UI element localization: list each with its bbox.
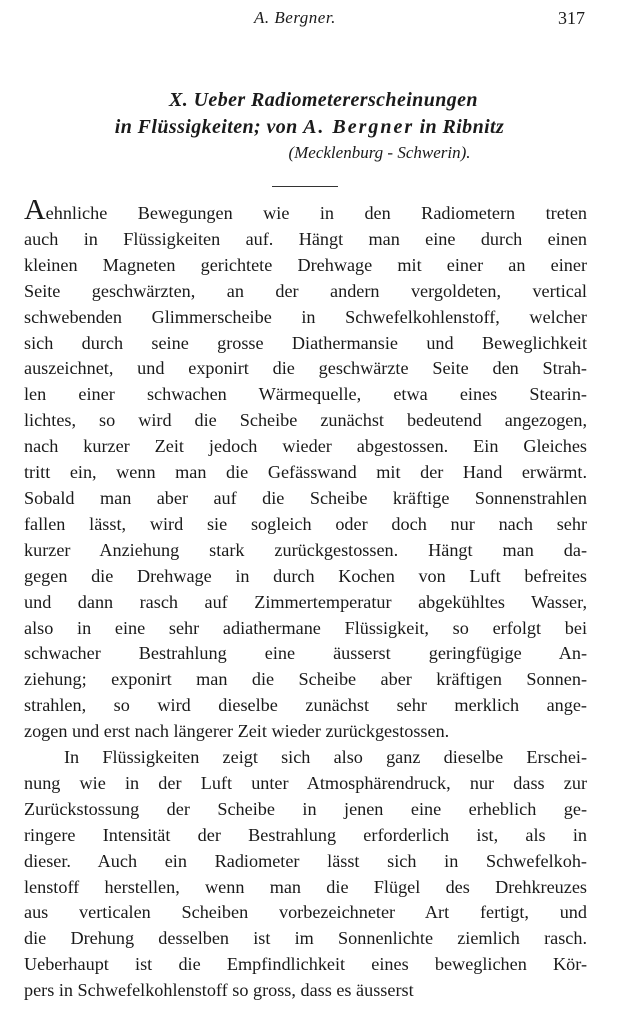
text-line-rest: ehnliche Bewegungen wie in den Radiometern treten <box>45 203 587 223</box>
text-line: lichtes, so wird die Scheibe zunächst bedeutend angezogen, <box>24 410 587 431</box>
text-line: gegen die Drehwage in durch Kochen von Luft befreites <box>24 565 587 586</box>
text-line: fallen lässt, wird sie sogleich oder doch nur nach sehr <box>24 513 587 534</box>
title-author-name: A. Bergner <box>303 116 415 138</box>
text-line: auszeichnet, und exponirt die geschwärzte Seite den Strah- <box>24 358 587 379</box>
paragraph-1 <box>24 200 587 745</box>
text-line: len einer schwachen Wärmequelle, etwa eines Stearin- <box>24 384 587 405</box>
text-line: ringere Intensität der Bestrahlung erforderlich ist, als in <box>24 824 587 845</box>
text-line: sich durch seine grosse Diathermansie und Beweglichkeit <box>24 332 587 353</box>
text-line: ziehung; exponirt man die Scheibe aber kräftigen Sonnen- <box>24 669 587 690</box>
text-line: Zurückstossung der Scheibe in jenen eine erheblich ge- <box>24 798 587 819</box>
author-location: (Mecklenburg - Schwerin). <box>288 143 471 162</box>
text-line: tritt ein, wenn man die Gefässwand mit der Hand erwärmt. <box>24 462 587 483</box>
text-line: kurzer Anziehung stark zurückgestossen. Hängt man da- <box>24 539 587 560</box>
paragraph-2 <box>24 745 587 1004</box>
text-line: In Flüssigkeiten zeigt sich also ganz dieselbe Erschei- <box>64 747 587 768</box>
text-line: strahlen, so wird dieselbe zunächst sehr merklich ange- <box>24 695 587 716</box>
text-line: und dann rasch auf Zimmertemperatur abgekühltes Wasser, <box>24 591 587 612</box>
text-line: die Drehung desselben ist im Sonnenlichte ziemlich rasch. <box>24 928 587 949</box>
text-line: dieser. Auch ein Radiometer lässt sich in Schwefelkoh- <box>24 850 587 871</box>
text-line: pers in Schwefelkohlenstoff so gross, dass es äusserst <box>24 980 414 1001</box>
text-line: also in eine sehr adiathermane Flüssigkeit, so erfolgt bei <box>24 617 587 638</box>
running-header-author: A. Bergner. <box>254 8 336 27</box>
text-line: kleinen Magneten gerichtete Drehwage mit einer an einer <box>24 254 587 275</box>
title-part-a: in Flüssigkeiten; von <box>114 116 304 138</box>
text-line: zogen und erst nach längerer Zeit wieder zurückgestossen. <box>24 721 450 742</box>
text-line: nung wie in der Luft unter Atmosphärendruck, nur dass zur <box>24 772 587 793</box>
article-body <box>24 200 587 1004</box>
text-line: schwebenden Glimmerscheibe in Schwefelkohlenstoff, welcher <box>24 306 587 327</box>
title-separator-rule <box>272 186 338 187</box>
text-line: lenstoff herstellen, wenn man die Flügel des Drehkreuzes <box>24 876 587 897</box>
article-title-block <box>0 87 619 165</box>
text-line: aus verticalen Scheiben vorbezeichneter Art fertigt, und <box>24 902 587 923</box>
text-line: Ueberhaupt ist die Empfindlichkeit eines beweglichen Kör- <box>24 954 587 975</box>
text-line <box>24 200 587 227</box>
text-line: nach kurzer Zeit jedoch wieder abgestossen. Ein Gleiches <box>24 436 587 457</box>
article-title-line-1: X. Ueber Radiometererscheinungen <box>169 89 478 111</box>
text-line: Sobald man aber auf die Scheibe kräftige Sonnenstrahlen <box>24 487 587 508</box>
text-line: Seite geschwärzten, an der andern vergoldeten, vertical <box>24 280 587 301</box>
text-line: auch in Flüssigkeiten auf. Hängt man eine durch einen <box>24 228 587 249</box>
drop-cap: A <box>24 200 46 226</box>
article-title-line-2 <box>0 114 619 141</box>
page-number: 317 <box>558 8 585 28</box>
text-line: schwacher Bestrahlung eine äusserst geringfügige An- <box>24 643 587 664</box>
title-part-c: in Ribnitz <box>414 116 505 138</box>
running-header <box>0 8 619 34</box>
